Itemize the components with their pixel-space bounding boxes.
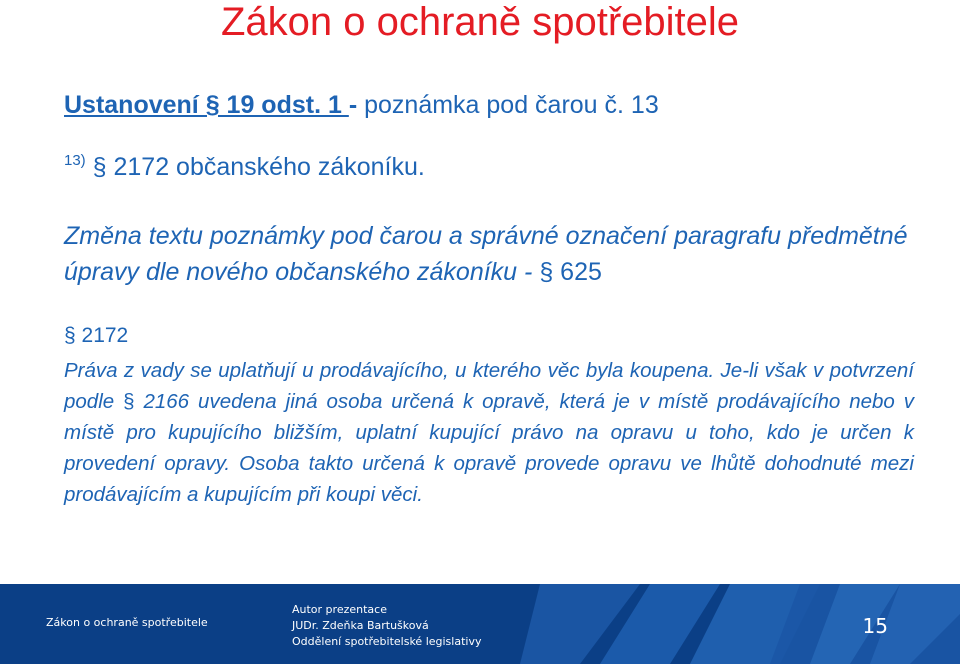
footnote-marker: 13): [64, 152, 86, 169]
section-sign: §: [123, 390, 135, 413]
page-number: 15: [862, 614, 888, 638]
slide-title: Zákon o ochraně spotřebitele: [220, 0, 740, 44]
change-note-section: § 625: [539, 258, 602, 286]
footer-department: Oddělení spotřebitelské legislativy: [292, 635, 482, 648]
section-ref: § 2172: [64, 324, 129, 347]
provision-line: [64, 88, 659, 122]
footer-author-label: Autor prezentace: [292, 603, 387, 616]
provision-link[interactable]: Ustanovení § 19 odst. 1: [64, 91, 349, 119]
section-body: [64, 355, 914, 510]
footer-author-name: JUDr. Zdeňka Bartušková: [292, 619, 429, 632]
footer-bar: [0, 584, 960, 664]
section-body-part1: Práva z vady se uplatňují u prodávajícího, u kterého věc byla koupena. Je-li však v potvrzení podle: [64, 359, 914, 413]
footer-title: Zákon o ochraně spotřebitele: [46, 616, 208, 629]
footnote-text: § 2172 občanského zákoníku.: [85, 153, 425, 181]
provision-dash: -: [348, 91, 358, 119]
change-note-text: Změna textu poznámky pod čarou a správné označení paragrafu předmětné úpravy dle nového občanského zákoníku -: [64, 222, 908, 286]
section-body-part2: 2166 uvedena jiná osoba určená k opravě, která je v místě prodávajícího nebo v místě pro kupujícího bližším, uplatní kupující právo na opravu u toho, kdo je určen k provedení opravy. Osoba takto určená k opravě provede opravu ve lhůtě dohodnuté mezi prodávajícím a kupujícím při koupi věci.: [64, 390, 915, 506]
footer-decoration: [520, 584, 960, 664]
footer-author-block: [292, 602, 481, 650]
footnote-line: [64, 145, 425, 183]
provision-footnote-text: poznámka pod čarou č. 13: [357, 91, 659, 119]
change-note: [64, 218, 924, 290]
